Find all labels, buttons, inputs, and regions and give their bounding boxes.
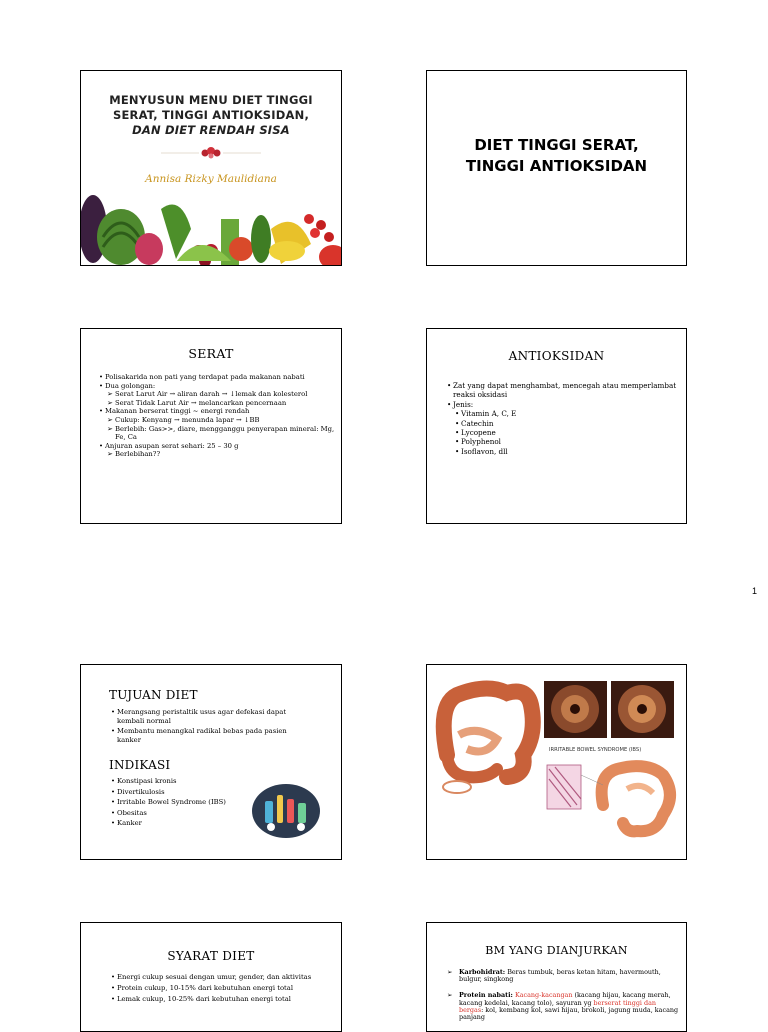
sub-item-text: Cukup: Kenyang → menunda lapar → ↓BB [115,415,260,424]
list-item: • Divertikulosis [111,788,261,797]
bullet-list [447,969,679,1030]
highlight-text: berserat tinggi dan bergas [459,998,657,1014]
arrow-icon: ➢ [107,424,113,433]
sub-item [99,425,339,442]
bullet-list [447,381,677,456]
list-item: • Membantu menangkal radikal bebas pada pasien kanker [111,727,311,744]
slide-cover [80,70,342,266]
slide-title: ANTIOKSIDAN [508,349,605,363]
colon-anatomy-image [427,665,687,860]
list-item: • Obesitas [111,809,261,818]
slide-tujuan-diet [80,664,342,860]
section-heading: TUJUAN DIET [109,688,198,702]
section-title-line: DIET TINGGI SERAT, [474,136,639,154]
list-item: • Konstipasi kronis [111,777,261,786]
sub-item-text: Berlebih: Gas>>, diare, mengganggu penyerapan mineral: Mg, Fe, Ca [115,424,335,442]
section-title-line: TINGGI ANTIOKSIDAN [465,157,648,175]
sub-item: • Lycopene [447,428,677,437]
arrow-icon: ➢ [107,450,113,459]
cover-title-line: SERAT, TINGGI ANTIOKSIDAN, [112,108,310,122]
diet-illustration-icon [251,783,321,839]
list-item: • Jenis: [447,400,677,409]
sub-item: • Catechin [447,419,677,428]
slide-antioksidan [426,328,687,524]
list-item: • Merangsang peristaltik usus agar defekasi dapat kembali normal [111,708,311,725]
author-name: Annisa Rizky Maulidiana [145,173,277,185]
cover-title-line: MENYUSUN MENU DIET TINGGI [109,93,313,107]
slide-section-title [426,70,687,266]
list-item-karbohidrat [447,969,679,983]
slide-ibs-images [426,664,687,860]
arrow-icon: ➢ [447,991,453,1000]
bullet-list [111,708,311,744]
item-text: Beras tumbuk, beras ketan hitam, havermouth, bulgur, singkong [459,968,661,984]
sub-item-text: Serat Tidak Larut Air → melancarkan pencernaan [115,398,287,407]
arrow-icon: ➢ [107,390,113,399]
list-item: • Polisakarida non pati yang terdapat pada makanan nabati [99,373,339,382]
bullet-list [111,777,261,828]
section-title [427,135,686,177]
sub-item [99,390,339,399]
list-item: • Dua golongan: [99,382,339,391]
list-item: • Lemak cukup, 10-25% dari kebutuhan energi total [111,995,321,1003]
page-number: 1 [752,586,758,596]
cover-title-line: DAN DIET RENDAH SISA [132,123,290,137]
slide-syarat-diet [80,922,342,1032]
slide-title: BM YANG DIANJURKAN [485,944,628,957]
sub-item-text: Berlebihan?? [115,450,161,459]
item-text: : kol, kembang kol, sawi hijau, brokoli, jagung muda, kacang panjang [459,1005,679,1022]
list-item: • Anjuran asupan serat sehari: 25 – 30 g [99,442,339,451]
sub-item [99,416,339,425]
sub-item-text: Serat Larut Air → aliran darah → ↓lemak dan kolesterol [115,390,308,399]
sub-item [99,450,339,459]
floral-ornament-icon [161,145,261,161]
sub-item: • Vitamin A, C, E [447,409,677,418]
cover-title [81,93,341,138]
list-item: • Protein cukup, 10-15% dari kebutuhan energi total [111,984,321,992]
bullet-list [99,373,339,459]
bullet-list [111,973,321,1007]
item-text: (kacang hijau, kacang merah, kacang kedelai, kacang tolo), sayuran yg [459,991,671,1007]
slide-title: SYARAT DIET [167,949,255,963]
list-item: • Zat yang dapat menghambat, mencegah atau memperlambat reaksi oksidasi [447,381,677,400]
highlight-text: Kacang-kacangan [514,991,573,1000]
slide-title: SERAT [188,346,234,361]
arrow-icon: ➢ [447,968,453,976]
item-label: Protein nabati: [459,991,513,1000]
sub-item: • Polyphenol [447,437,677,446]
sub-item: • Isoflavon, dll [447,447,677,456]
arrow-icon: ➢ [107,415,113,424]
slide-serat [80,328,342,524]
section-heading: INDIKASI [109,758,171,772]
list-item: • Makanan berserat tinggi ~ energi rendah [99,407,339,416]
slide-bm-dianjurkan [426,922,687,1032]
list-item: • Kanker [111,819,261,828]
item-label: Karbohidrat: [459,968,506,976]
sub-item [99,399,339,408]
vegetables-image [81,189,342,266]
list-item: • Irritable Bowel Syndrome (IBS) [111,798,261,807]
list-item-protein-nabati [447,992,679,1021]
ibs-label: IRRITABLE BOWEL SYNDROME (IBS) [549,747,642,753]
list-item: • Energi cukup sesuai dengan umur, gender, dan aktivitas [111,973,321,981]
arrow-icon: ➢ [107,398,113,407]
